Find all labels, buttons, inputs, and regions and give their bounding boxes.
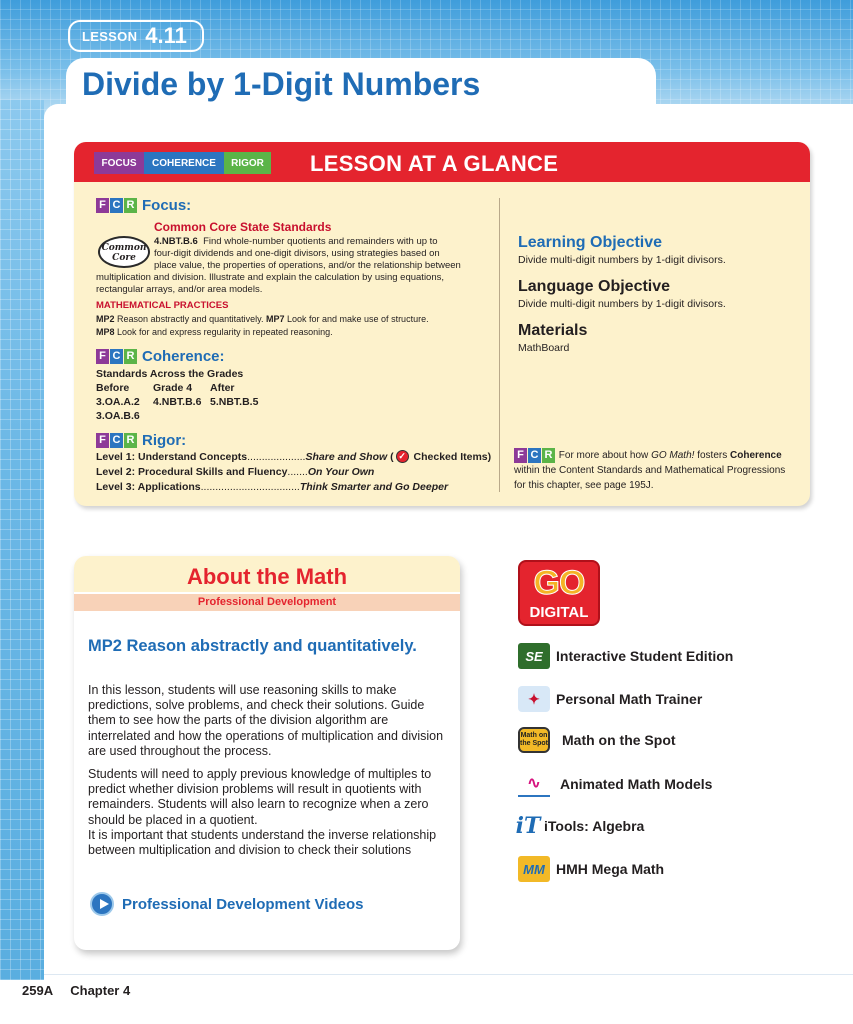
tab-coherence: COHERENCE (144, 152, 224, 174)
page-number: 259A (22, 983, 53, 998)
coherence-note: F C R For more about how GO Math! fosters Coherence within the Content Standards and Mathematical Progressions for this chapter, see page 195J. (514, 449, 786, 492)
fcr-tabs (94, 152, 271, 174)
fcr-icon: F C R (514, 448, 556, 463)
digital-item-label[interactable]: Math on the Spot (562, 732, 676, 748)
about-paragraph-2: Students will need to apply previous knowledge of multiples to predict whether division problems will result in quotients with remainders. Students will also learn to recognize when a zero should be placed in a quotient. (88, 767, 432, 827)
language-objective-text: Divide multi-digit numbers by 1-digit divisors. (518, 298, 726, 310)
focus-heading (96, 197, 191, 214)
standard-description (96, 236, 476, 296)
mp7-text: Look for and make use of structure. (287, 314, 429, 324)
math-trainer-icon: ✦ (518, 686, 550, 712)
mp8-text: Look for and express regularity in repeated reasoning. (117, 327, 333, 337)
learning-objective-text: Divide multi-digit numbers by 1-digit divisors. (518, 254, 726, 266)
page-footer (22, 983, 130, 998)
pd-videos-link[interactable] (90, 892, 363, 916)
standard-text: place value, the properties of operations, and/or the relationship between (154, 260, 461, 271)
standard-text: four-digit dividends and one-digit divisors, using strategies based on (154, 248, 440, 259)
tab-focus: FOCUS (94, 152, 144, 174)
itools-icon: iT (515, 813, 541, 839)
standard-text: Find whole-number quotients and remainders with up to (203, 236, 438, 247)
standard-text: multiplication and division. Illustrate and explain the calculation by using equations, (96, 272, 445, 283)
checkmark-icon: ✓ (396, 450, 409, 463)
common-core-logo: Common Core (98, 236, 150, 268)
digital-item-label[interactable]: Interactive Student Edition (556, 648, 734, 664)
digital-item-label[interactable]: Animated Math Models (560, 776, 713, 792)
math-practices-title: MATHEMATICAL PRACTICES (96, 300, 229, 311)
standard-code: 4.NBT.B.6 (154, 236, 198, 247)
digital-item-math-trainer[interactable] (518, 686, 702, 712)
rigor-level-3: Level 3: Applications .................................. Think Smarter and Go Deeper (96, 481, 449, 493)
lesson-label: LESSON (82, 28, 138, 44)
fcr-icon: F C R (96, 198, 138, 213)
standards-across-grades (96, 367, 258, 423)
lesson-number: 4.11 (145, 23, 187, 48)
mp2-code: MP2 (96, 314, 115, 324)
ccss-title: Common Core State Standards (154, 220, 332, 234)
digital-item-student-edition[interactable] (518, 643, 733, 669)
left-pixel-band (0, 100, 44, 980)
lesson-at-a-glance-panel (74, 142, 810, 506)
digital-item-animated-models[interactable] (518, 771, 712, 797)
fcr-icon: F C R (96, 349, 138, 364)
digital-item-mega-math[interactable] (518, 856, 664, 882)
digital-label: DIGITAL (529, 604, 589, 621)
standards-subtitle: Standards Across the Grades (96, 368, 244, 380)
mp7-code: MP7 (265, 314, 285, 324)
about-title: About the Math (186, 564, 348, 589)
rigor-heading-text: Rigor: (142, 432, 187, 449)
mega-math-icon: MM (518, 856, 550, 882)
coherence-heading (96, 348, 225, 365)
language-objective-heading: Language Objective (518, 278, 671, 295)
play-icon[interactable] (90, 892, 114, 916)
chapter-label: Chapter 4 (70, 983, 131, 998)
about-heading: MP2 Reason abstractly and quantitatively. (88, 637, 417, 655)
go-digital-badge (518, 560, 600, 626)
standard-text: rectangular arrays, and/or area models. (96, 284, 263, 295)
focus-heading-text: Focus: (142, 197, 192, 214)
about-subtitle: Professional Development (74, 594, 460, 611)
standards-row: 3.OA.A.2 4.NBT.B.6 5.NBT.B.5 (96, 396, 259, 408)
materials-text: MathBoard (518, 342, 570, 354)
glance-title: LESSON AT A GLANCE (310, 151, 559, 176)
rigor-level-2: Level 2: Procedural Skills and Fluency ....... On Your Own (96, 466, 375, 478)
animated-models-icon: ∿ (518, 771, 550, 797)
standards-row: 3.OA.B.6 (96, 410, 140, 422)
footer-divider (44, 974, 853, 975)
rigor-levels (96, 450, 496, 495)
math-on-the-spot-icon: Math on the Spot (518, 727, 550, 753)
learning-objective-heading: Learning Objective (518, 234, 663, 251)
column-divider (499, 198, 500, 492)
mp2-text: Reason abstractly and quantitatively. (117, 314, 264, 324)
coherence-heading-text: Coherence: (142, 348, 225, 365)
objectives-column (518, 234, 798, 354)
page-title: Divide by 1-Digit Numbers (82, 66, 481, 102)
digital-item-label[interactable]: HMH Mega Math (556, 861, 665, 877)
mp8-code: MP8 (96, 327, 115, 337)
about-paragraph-1: In this lesson, students will use reasoning skills to make predictions, solve problems, and check their solutions. Guide them to see how the parts of the division algorithm are interrelated and how the operations of multiplication and division are used throughout the process. (88, 683, 444, 758)
digital-item-math-on-the-spot[interactable] (518, 727, 676, 753)
rigor-level-1: Level 1: Understand Concepts .................... Share and Show ( ✓ Checked Items) (96, 451, 492, 463)
tab-rigor: RIGOR (224, 152, 271, 174)
rigor-heading (96, 432, 186, 449)
digital-item-label[interactable]: Personal Math Trainer (556, 691, 703, 707)
pd-videos-label[interactable]: Professional Development Videos (122, 895, 364, 913)
materials-heading: Materials (518, 322, 588, 339)
lesson-badge (68, 20, 204, 52)
student-edition-icon: SE (518, 643, 550, 669)
go-logo-text: GO (533, 564, 585, 602)
about-the-math-panel (74, 556, 460, 950)
fcr-icon: F C R (96, 433, 138, 448)
standards-row: Before Grade 4 After (96, 382, 235, 394)
glance-header-bar (74, 142, 810, 182)
about-paragraph-3: It is important that students understand the inverse relationship between multiplication and division to check their solutions (88, 828, 437, 858)
digital-item-label[interactable]: iTools: Algebra (544, 818, 645, 834)
digital-item-itools[interactable] (515, 813, 645, 839)
math-practices-list (96, 313, 429, 339)
